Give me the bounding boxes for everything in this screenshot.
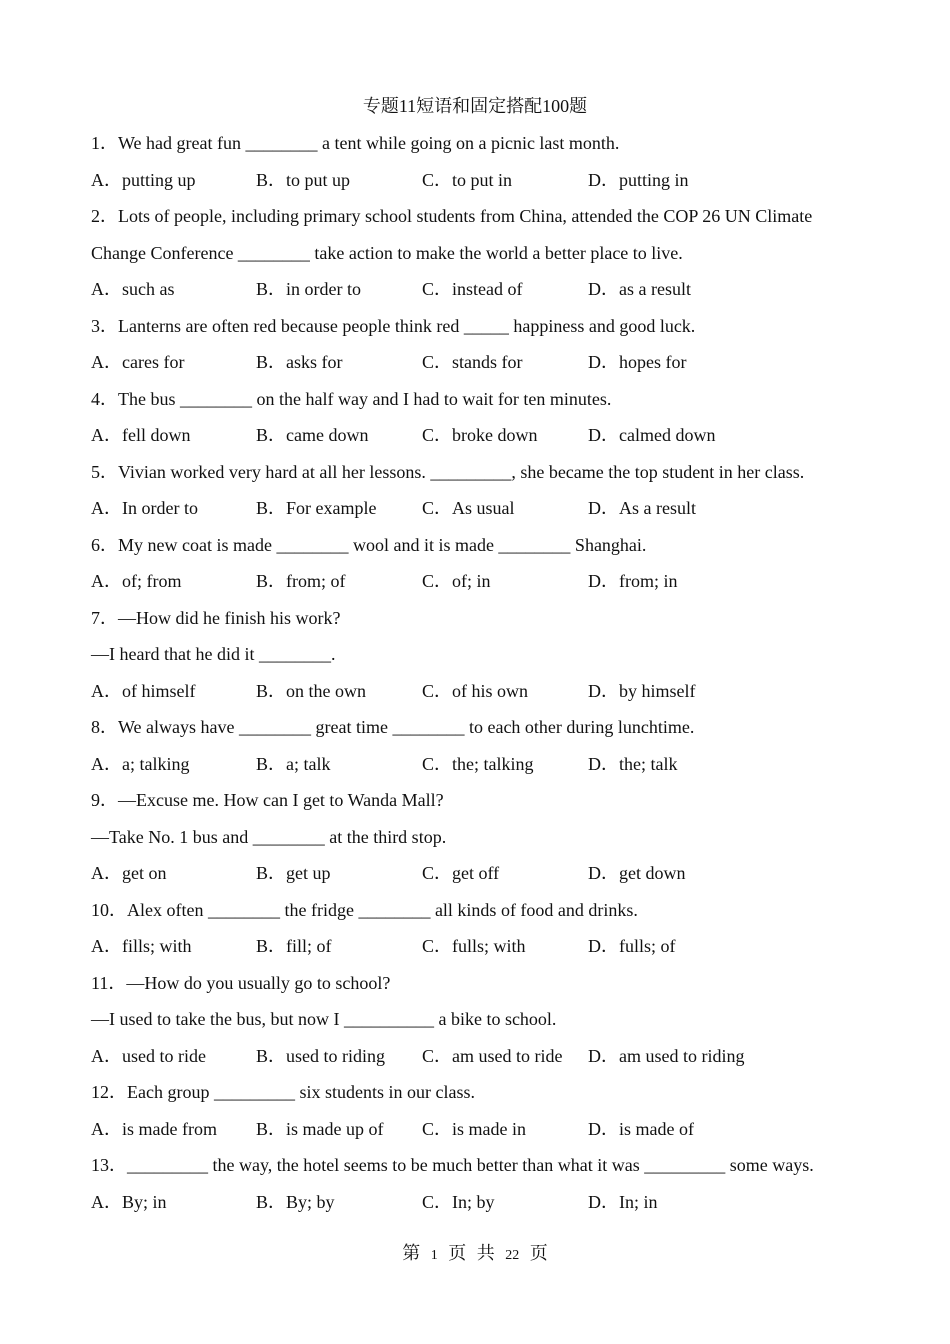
question-stem: 2．Lots of people, including primary school students from China, attended the COP 26 UN Climate [91,206,813,226]
question-stem: 13．_________ the way, the hotel seems to be much better than what it was _________ some ways. [91,1155,814,1175]
answer-option-b: B．a; talk [256,753,331,774]
answer-option-a: A．of; from [91,571,182,591]
answer-options [91,495,871,532]
answer-option-d: D．get down [588,863,686,883]
answer-option-c: C．to put in [422,169,513,190]
footer-suffix: 页 [529,1243,548,1263]
question-stem: 10．Alex often ________ the fridge ________ all kinds of food and drinks. [91,899,638,920]
answer-option-c: C．the; talking [422,753,534,774]
answer-option-a: A．get on [91,863,167,883]
answer-option-a: A．cares for [91,352,185,372]
answer-options [91,1043,871,1080]
answer-option-d: D．is made of [588,1118,694,1139]
question-stem: 11．—How do you usually go to school? [91,972,391,993]
answer-option-a: A．such as [91,279,175,299]
answer-option-c: C．broke down [422,425,538,445]
answer-option-b: B．get up [256,863,331,883]
answer-option-c: C．In; by [422,1191,495,1212]
answer-option-c: C．of; in [422,571,491,591]
answer-option-b: B．used to riding [256,1045,385,1066]
answer-option-d: D．In; in [588,1191,658,1212]
question-stem-continued: —I used to take the bus, but now I __________ a bike to school. [91,1009,557,1029]
answer-option-b: B．asks for [256,352,343,372]
question-stem: 7．—How did he finish his work? [91,607,341,628]
answer-option-c: C．is made in [422,1118,526,1139]
footer-middle: 页 共 [448,1243,495,1263]
answer-option-a: A．of himself [91,680,196,701]
question-2 [91,203,871,313]
answer-option-d: D．the; talk [588,753,678,774]
answer-option-b: B．came down [256,425,369,445]
answer-option-b: B．to put up [256,169,351,190]
answer-option-a: A．fell down [91,425,191,445]
question-8 [91,714,871,787]
answer-option-d: D．fulls; of [588,936,676,956]
answer-option-c: C．stands for [422,352,523,372]
question-stem: 9．—Excuse me. How can I get to Wanda Mall? [91,790,444,810]
answer-options [91,167,871,204]
answer-options [91,678,871,715]
question-stem: 6．My new coat is made ________ wool and it is made ________ Shanghai. [91,534,647,555]
answer-option-c: C．fulls; with [422,936,526,956]
question-1 [91,130,871,203]
document-title: 专题11短语和固定搭配100题 [362,96,588,116]
question-9 [91,787,871,897]
question-5 [91,459,871,532]
total-page-count: 22 [505,1248,520,1263]
answer-options [91,1116,871,1153]
question-stem-continued: Change Conference ________ take action to make the world a better place to live. [91,242,683,263]
question-stem-continued: —Take No. 1 bus and ________ at the third stop. [91,826,447,847]
question-stem: 3．Lanterns are often red because people think red _____ happiness and good luck. [91,315,696,336]
answer-option-b: B．fill; of [256,936,332,956]
answer-option-c: C．As usual [422,498,515,518]
answer-option-c: C．am used to ride [422,1045,563,1066]
answer-options [91,751,871,788]
question-12 [91,1079,871,1152]
question-7 [91,605,871,715]
current-page-number: 1 [430,1248,438,1263]
question-6 [91,532,871,605]
question-13 [91,1152,871,1225]
answer-options [91,933,871,970]
question-4 [91,386,871,459]
answer-options [91,276,871,313]
answer-options [91,1189,871,1226]
answer-option-a: A．used to ride [91,1045,206,1066]
question-stem-continued: —I heard that he did it ________. [91,644,336,664]
answer-option-b: B．By; by [256,1191,335,1212]
question-list [91,130,871,1225]
answer-option-d: D．by himself [588,680,696,701]
answer-option-a: A．fills; with [91,936,192,956]
question-11 [91,970,871,1080]
question-10 [91,897,871,970]
page-footer [0,1240,950,1269]
question-stem: 5．Vivian worked very hard at all her lessons. _________, she became the top student in her class. [91,461,805,482]
answer-option-d: D．am used to riding [588,1045,745,1066]
answer-options [91,860,871,897]
answer-options [91,349,871,386]
answer-option-d: D．from; in [588,571,678,591]
answer-option-b: B．from; of [256,571,346,591]
question-stem: 8．We always have ________ great time ________ to each other during lunchtime. [91,717,695,737]
answer-options [91,568,871,605]
footer-prefix: 第 [402,1243,421,1263]
answer-option-a: A．a; talking [91,753,190,774]
answer-option-a: A．is made from [91,1118,217,1139]
answer-option-d: D．calmed down [588,425,716,445]
answer-option-a: A．In order to [91,498,198,518]
answer-option-b: B．For example [256,498,377,518]
answer-option-c: C．get off [422,863,500,883]
answer-option-d: D．as a result [588,279,691,299]
answer-option-d: D．hopes for [588,352,687,372]
answer-option-b: B．is made up of [256,1118,384,1139]
answer-option-b: B．in order to [256,279,361,299]
question-stem: 1．We had great fun ________ a tent while going on a picnic last month. [91,133,620,153]
answer-options [91,422,871,459]
answer-option-a: A．putting up [91,169,196,190]
answer-option-a: A．By; in [91,1191,167,1212]
answer-option-d: D．putting in [588,169,689,190]
answer-option-b: B．on the own [256,680,366,701]
answer-option-d: D．As a result [588,498,696,518]
question-stem: 4．The bus ________ on the half way and I had to wait for ten minutes. [91,388,612,409]
question-3 [91,313,871,386]
answer-option-c: C．of his own [422,680,529,701]
question-stem: 12．Each group _________ six students in our class. [91,1082,475,1102]
answer-option-c: C．instead of [422,279,523,299]
